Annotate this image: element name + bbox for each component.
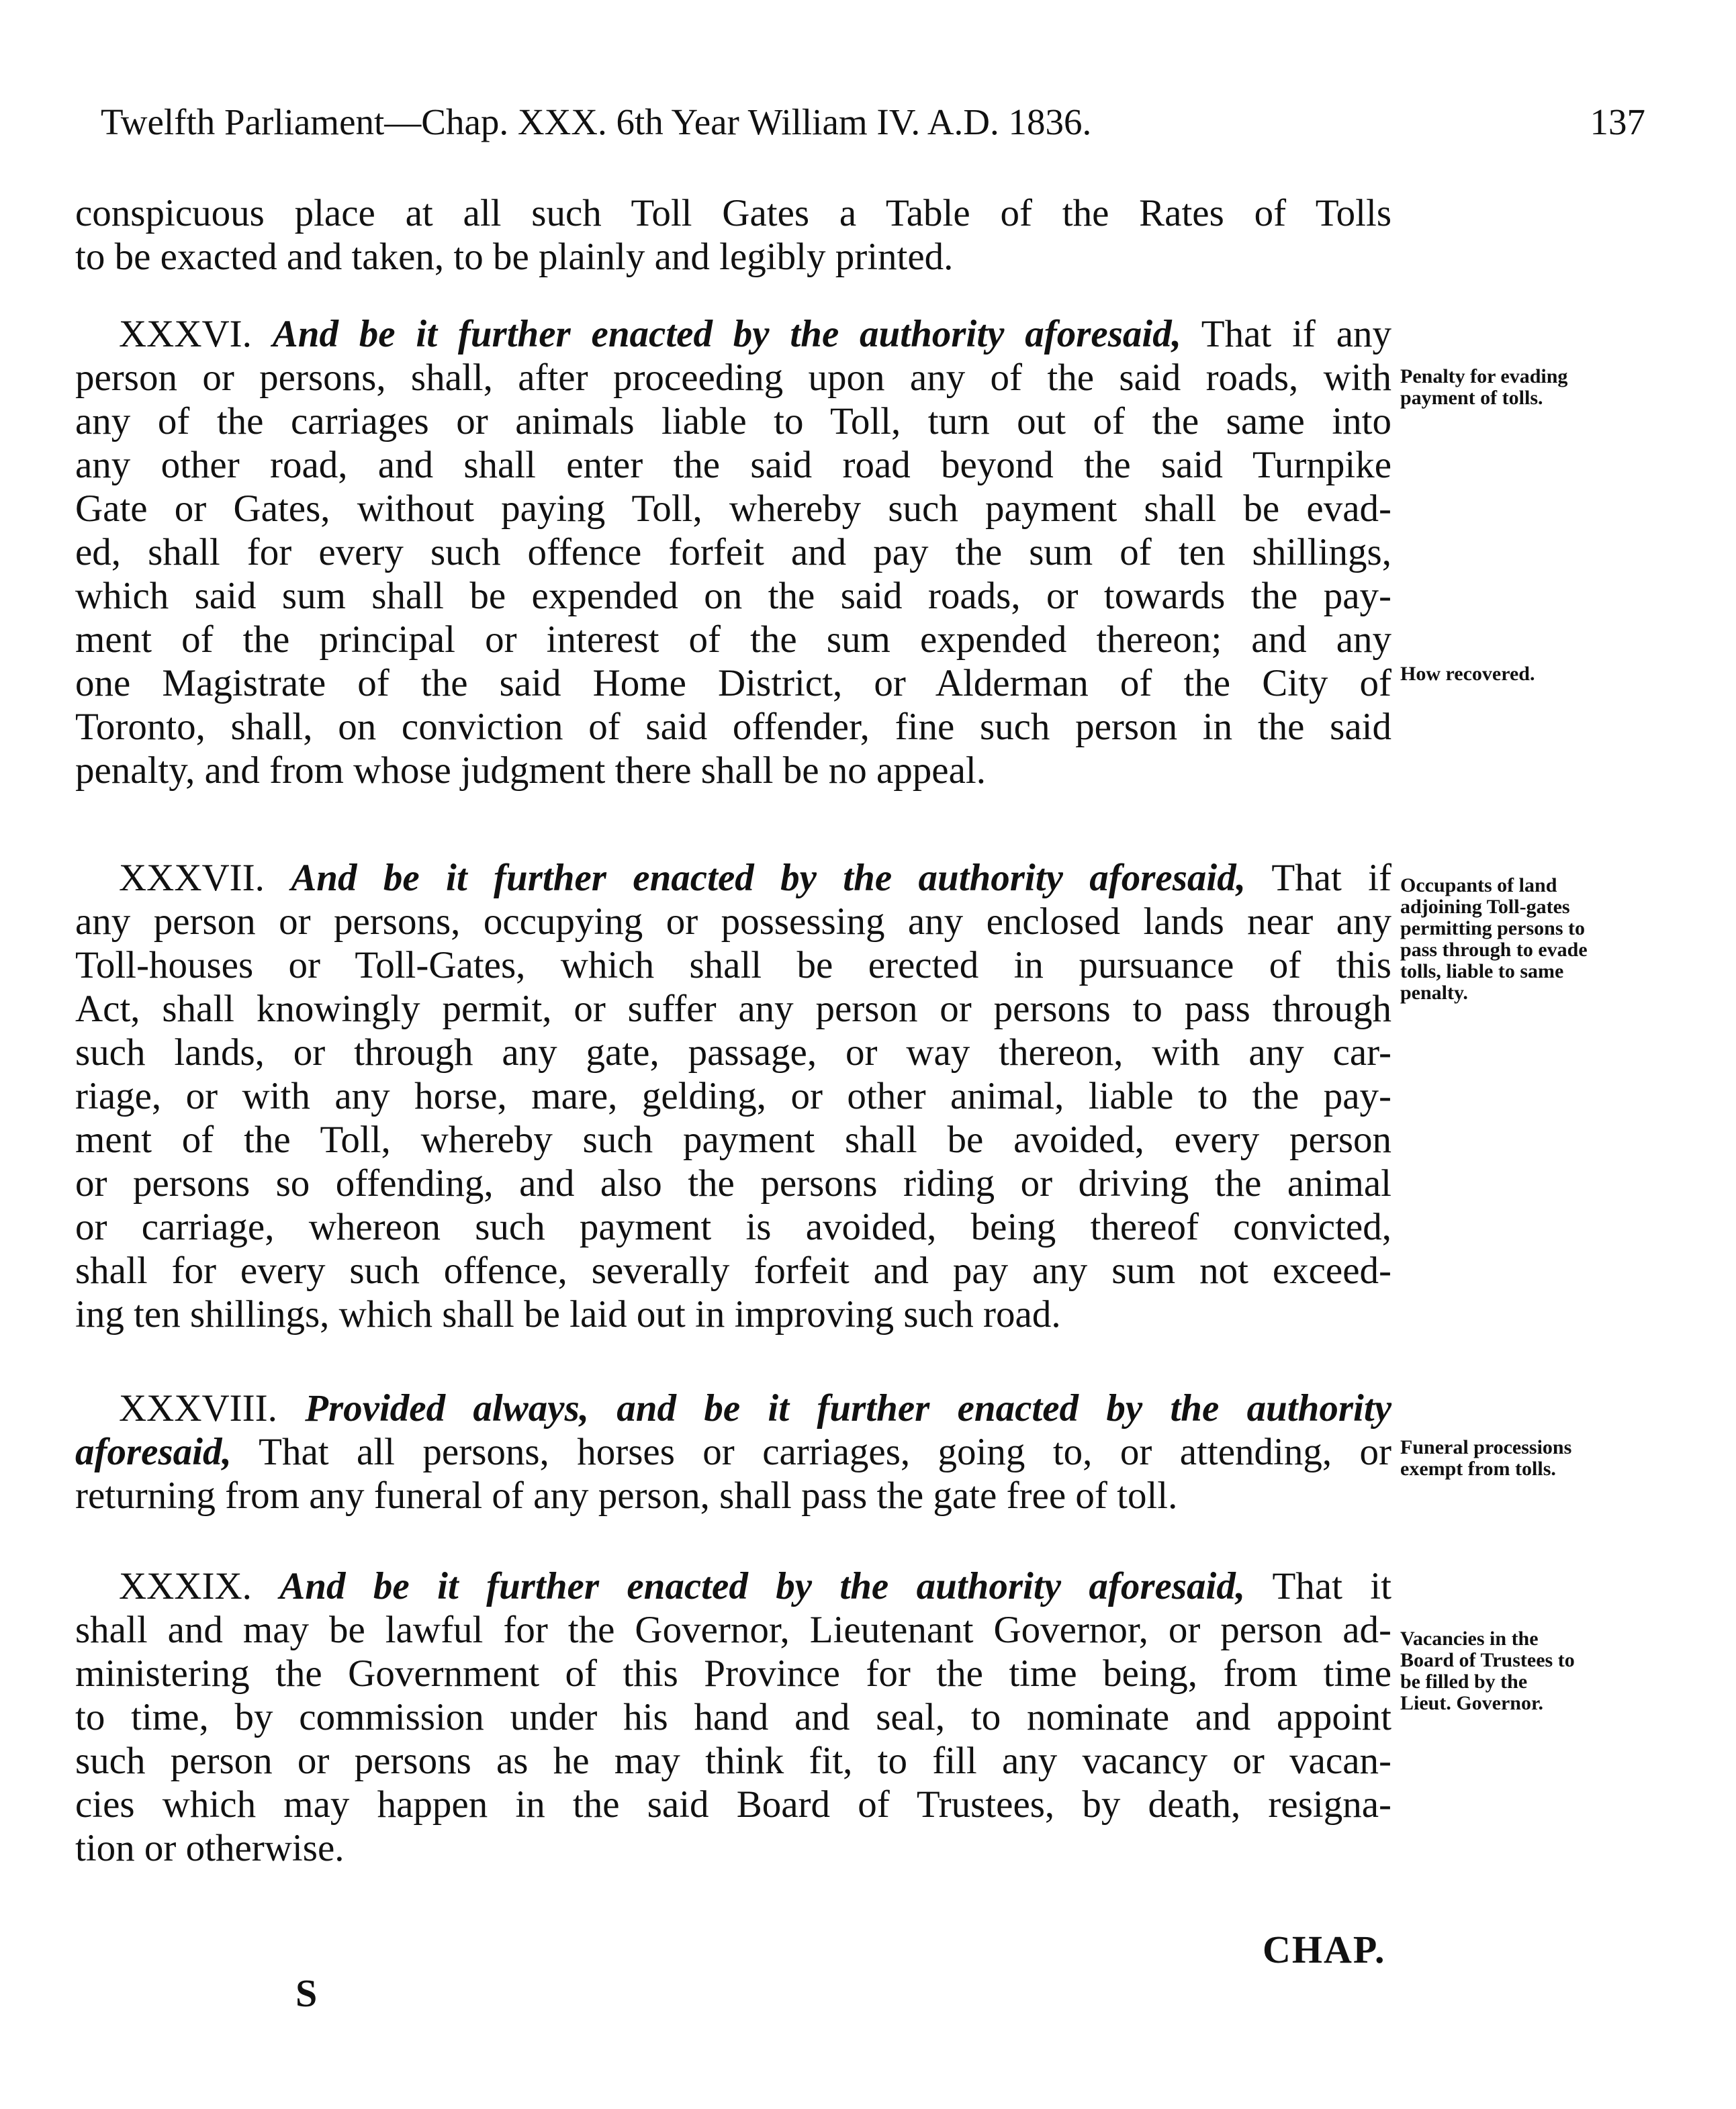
margin-note-vacancies [1400,1628,1655,1714]
body-line: Toll-houses or Toll-Gates, which shall be erected in pursuance of this [75,944,1391,986]
section-xxxvii [75,856,1391,1336]
body-line: ment of the principal or interest of the sum expended thereon; and any [75,618,1391,661]
margin-note-line: tolls, liable to same [1400,960,1564,982]
body-line: tion or otherwise. [75,1827,345,1869]
section-xxxviii [75,1387,1391,1517]
proviso-clause: Provided always, and be it further enacted by the authority [305,1387,1391,1430]
section-second-line [75,1430,1391,1474]
section-number: XXXVI. [119,313,252,355]
body-line: riage, or with any horse, mare, gelding, or other animal, liable to the pay- [75,1075,1391,1117]
margin-note-line: How recovered. [1400,663,1535,685]
body-line: to be exacted and taken, to be plainly and legibly printed. [75,236,954,278]
margin-note-funeral [1400,1437,1655,1480]
enacting-clause: And be it further enacted by the authority aforesaid, [279,1565,1246,1607]
body-line: any of the carriages or animals liable to Toll, turn out of the same into [75,400,1391,442]
first-line-rest: That if [1271,857,1391,899]
section-first-line [75,1387,1391,1430]
margin-note-line: payment of tolls. [1400,387,1543,409]
body-line: such person or persons as he may think fit, to fill any vacancy or vacan- [75,1740,1391,1782]
section-xxxvi [75,312,1391,792]
body-line: or carriage, whereon such payment is avoided, being thereof convicted, [75,1206,1391,1248]
body-line: person or persons, shall, after proceeding upon any of the said roads, with [75,357,1391,399]
margin-note-line: Board of Trustees to [1400,1649,1575,1671]
body-line: or persons so offending, and also the persons riding or driving the animal [75,1162,1391,1205]
body-line: Act, shall knowingly permit, or suffer any person or persons to pass through [75,988,1391,1030]
enacting-clause: And be it further enacted by the authority aforesaid, [291,857,1246,899]
running-head-title: Twelfth Parliament—Chap. XXX. 6th Year William IV. A.D. 1836. [101,101,1092,142]
margin-note-penalty [1400,366,1655,409]
margin-note-line: Vacancies in the [1400,1628,1539,1650]
body-line: to time, by commission under his hand and seal, to nominate and appoint [75,1696,1391,1738]
first-line-rest: That it [1272,1565,1391,1607]
body-line: conspicuous place at all such Toll Gates a Table of the Rates of Tolls [75,192,1391,234]
margin-note-line: penalty. [1400,982,1468,1004]
body-line: ed, shall for every such offence forfeit and pay the sum of ten shillings, [75,531,1391,573]
margin-note-line: Penalty for evading [1400,365,1568,387]
body-line: which said sum shall be expended on the said roads, or towards the pay- [75,575,1391,617]
page-number: 137 [1590,101,1645,142]
enacting-clause: And be it further enacted by the authority aforesaid, [272,313,1181,355]
section-number: XXXIX. [119,1565,252,1607]
section-number: XXXVIII. [119,1387,277,1430]
section-first-line [75,856,1391,900]
continuation-paragraph [75,191,1391,279]
margin-note-recovered [1400,663,1655,685]
catchword: CHAP. [1263,1928,1386,1971]
body-line: ing ten shillings, which shall be laid out in improving such road. [75,1293,1061,1335]
body-line: shall for every such offence, severally forfeit and pay any sum not exceed- [75,1250,1391,1292]
margin-note-line: pass through to evade [1400,939,1588,961]
margin-note-line: adjoining Toll-gates [1400,896,1570,918]
body-line: ministering the Government of this Province for the time being, from time [75,1652,1391,1695]
body-line: ment of the Toll, whereby such payment shall be avoided, every person [75,1119,1391,1161]
body-line: any person or persons, occupying or possessing any enclosed lands near any [75,900,1391,943]
margin-note-line: Occupants of land [1400,874,1557,896]
body-line: penalty, and from whose judgment there shall be no appeal. [75,749,986,792]
margin-note-line: Funeral processions [1400,1436,1572,1458]
first-line-rest: That if any [1201,313,1391,355]
margin-note-occupants [1400,875,1655,1004]
proviso-clause-continued: aforesaid, [75,1431,232,1473]
running-header [101,101,1645,154]
margin-note-line: be filled by the [1400,1671,1528,1693]
body-line: cies which may happen in the said Board of Trustees, by death, resigna- [75,1783,1391,1826]
body-line: Toronto, shall, on conviction of said offender, fine such person in the said [75,706,1391,748]
signature-mark: S [295,1971,318,2015]
body-text: That all persons, horses or carriages, going to, or attending, or [259,1431,1391,1473]
body-line: returning from any funeral of any person, shall pass the gate free of toll. [75,1474,1178,1517]
section-xxxix [75,1564,1391,1870]
body-line: shall and may be lawful for the Governor, Lieutenant Governor, or person ad- [75,1609,1391,1651]
body-line: Gate or Gates, without paying Toll, whereby such payment shall be evad- [75,487,1391,530]
section-number: XXXVII. [119,857,265,899]
margin-note-line: Lieut. Governor. [1400,1692,1544,1714]
body-line: one Magistrate of the said Home District, or Alderman of the City of [75,662,1391,704]
section-first-line [75,312,1391,356]
margin-note-line: exempt from tolls. [1400,1458,1556,1480]
margin-note-line: permitting persons to [1400,917,1585,939]
body-line: such lands, or through any gate, passage, or way thereon, with any car- [75,1031,1391,1074]
section-first-line [75,1564,1391,1608]
body-line: any other road, and shall enter the said road beyond the said Turnpike [75,444,1391,486]
